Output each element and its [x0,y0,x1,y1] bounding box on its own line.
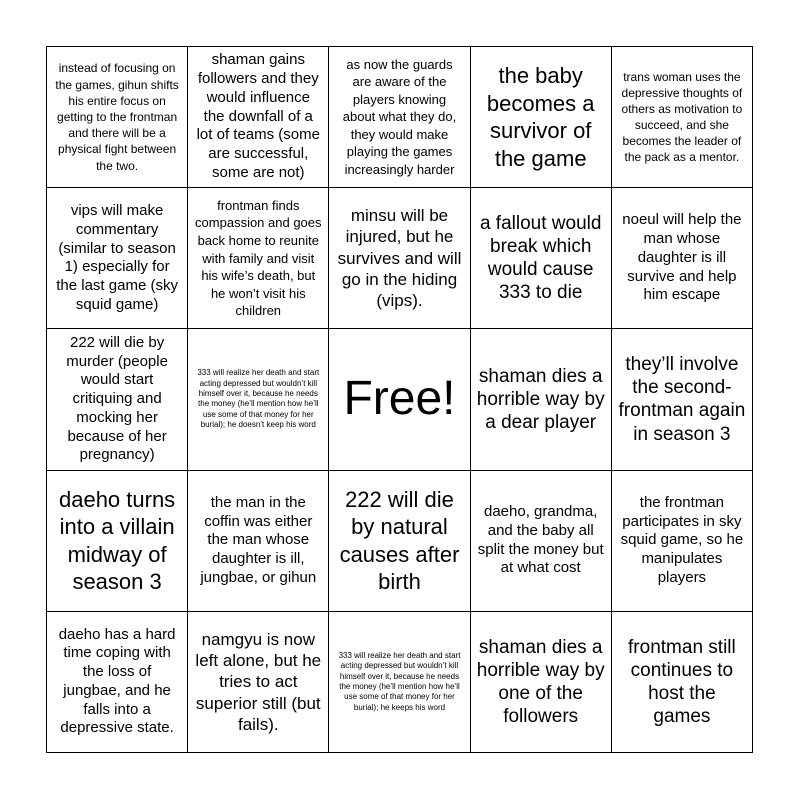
bingo-cell[interactable] [188,188,329,329]
cell-text: daeho has a hard time coping with the loss of jungbae, and he falls into a depressive state. [58,625,176,737]
bingo-cell[interactable] [329,471,470,612]
bingo-cell[interactable] [188,329,329,470]
cell-text: daeho turns into a villain midway of season 3 [58,486,176,595]
cell-text: shaman gains followers and they would influence the downfall of a lot of teams (some are successful, some are not) [196,51,320,181]
bingo-cell[interactable] [612,329,753,470]
bingo-cell[interactable] [612,612,753,753]
bingo-cell[interactable] [612,47,753,188]
cell-text: namgyu is now left alone, but he tries to act superior still (but fails). [195,629,322,734]
bingo-cell[interactable] [471,329,612,470]
bingo-cell[interactable] [471,47,612,188]
bingo-cell[interactable] [612,471,753,612]
cell-text: the frontman participates in sky squid game, so he manipulates players [620,493,744,586]
cell-text: minsu will be injured, but he survives and will go in the hiding (vips). [337,206,462,311]
cell-text: frontman still continues to host the games [628,636,736,728]
bingo-cell[interactable] [47,612,188,753]
bingo-cell[interactable] [471,612,612,753]
cell-text: 333 will realize her death and start acting depressed but wouldn’t kill himself over it, because he needs the money (he’ll mention how he’ll use some of that money for her burial); he doesn’t keep his word [197,368,320,430]
bingo-cell[interactable] [188,612,329,753]
bingo-cell[interactable] [471,188,612,329]
cell-text: they’ll involve the second-frontman again in season 3 [618,354,746,445]
bingo-cell[interactable] [188,47,329,188]
bingo-cell[interactable] [188,471,329,612]
bingo-free-cell[interactable] [329,329,470,470]
bingo-cell[interactable] [329,47,470,188]
cell-text: as now the guards are aware of the players knowing about what they do, they would make playing the games increasingly harder [342,56,457,177]
cell-text: a fallout would break which would cause 333 to die [479,212,602,304]
cell-text: shaman dies a horrible way by a dear player [476,365,605,434]
cell-text: frontman finds compassion and goes back home to reunite with family and visit his wife’s death, but he won’t visit his children [195,197,322,319]
cell-text: 333 will realize her death and start acting depressed but wouldn’t kill himself over it, because he needs the money (he’ll mention how he’ll use some of that money for her burial); he keeps his word [338,650,461,712]
cell-text: vips will make commentary (similar to season 1) especially for the last game (sky squid game) [56,202,178,313]
cell-text: daeho, grandma, and the baby all split the money but at what cost [477,503,604,577]
bingo-board [46,46,753,753]
cell-text: instead of focusing on the games, gihun shifts his entire focus on getting to the frontman and there will be a physical fight between the two. [55,61,179,173]
cell-text: 222 will die by murder (people would start critiquing and mocking her because of her pregnancy) [66,333,168,464]
bingo-cell[interactable] [471,471,612,612]
cell-text: the man in the coffin was either the man whose daughter is ill, jungbae, or gihun [200,493,317,586]
cell-text: shaman dies a horrible way by one of the followers [476,636,605,728]
bingo-cell[interactable] [329,612,470,753]
bingo-cell[interactable] [612,188,753,329]
bingo-cell[interactable] [47,188,188,329]
free-text: Free! [343,372,456,426]
bingo-cell[interactable] [47,329,188,470]
bingo-cell[interactable] [47,471,188,612]
bingo-cell[interactable] [329,188,470,329]
cell-text: 222 will die by natural causes after birth [339,486,460,595]
cell-text: the baby becomes a survivor of the game [486,63,595,171]
bingo-cell[interactable] [47,47,188,188]
cell-text: trans woman uses the depressive thoughts of others as motivation to succeed, and she becomes the leader of the pack as a mentor. [621,69,743,165]
cell-text: noeul will help the man whose daughter is ill survive and help him escape [622,211,742,304]
